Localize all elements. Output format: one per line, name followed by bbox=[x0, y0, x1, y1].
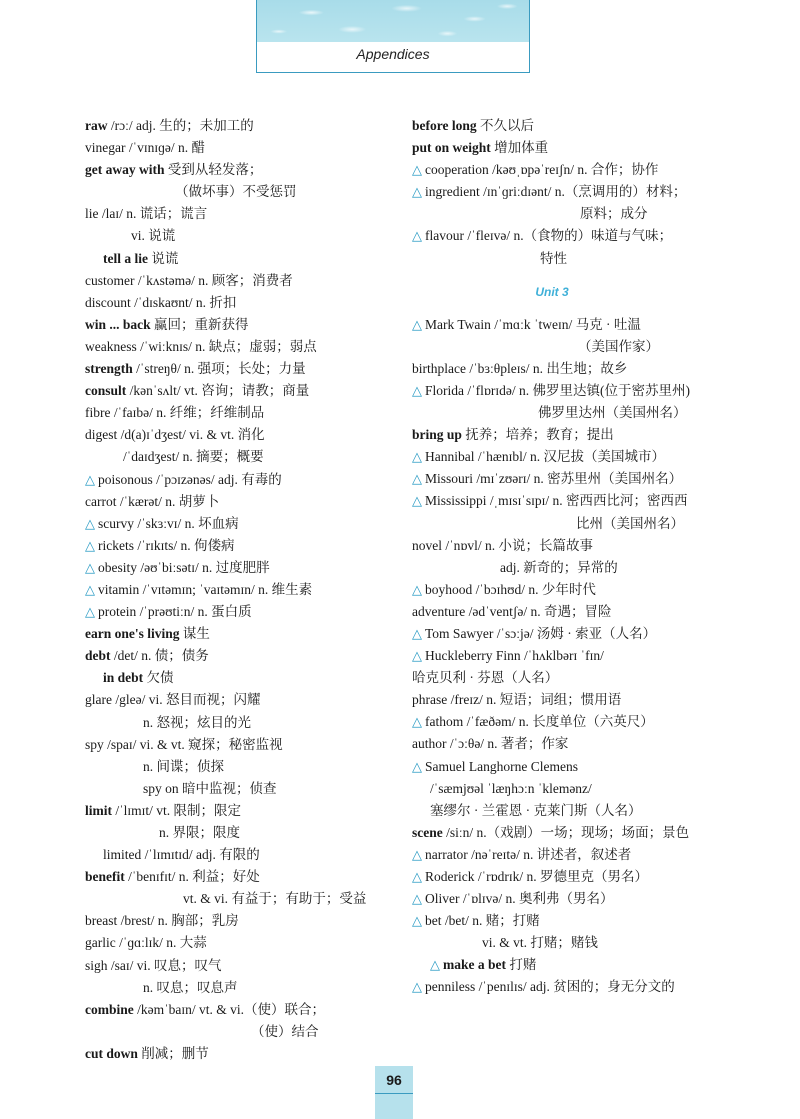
vocab-line bbox=[412, 976, 732, 998]
vocab-definition: obesity /əʊˈbiːsətɪ/ n. 过度肥胖 bbox=[98, 559, 270, 575]
vocab-line bbox=[85, 999, 405, 1021]
vocab-line bbox=[85, 712, 405, 734]
vocab-line bbox=[85, 336, 405, 358]
vocab-line bbox=[85, 778, 405, 800]
vocab-line bbox=[412, 866, 732, 888]
vocab-definition: boyhood /ˈbɔɪhʊd/ n. 少年时代 bbox=[425, 581, 596, 597]
vocab-definition: 打赌 bbox=[506, 957, 537, 973]
vocab-headword: tell a lie bbox=[103, 250, 148, 266]
vocab-definition: 赢回；重新获得 bbox=[150, 316, 249, 332]
vocab-line bbox=[412, 579, 732, 601]
triangle-icon: △ bbox=[412, 649, 422, 665]
vocab-line bbox=[85, 446, 405, 468]
vocab-line bbox=[85, 623, 405, 645]
vocab-line bbox=[412, 137, 732, 159]
vocab-line bbox=[85, 270, 405, 292]
vocab-line bbox=[412, 314, 732, 336]
vocab-line bbox=[85, 557, 405, 579]
page-number-box bbox=[375, 1066, 413, 1119]
page-number: 96 bbox=[386, 1072, 402, 1088]
triangle-icon: △ bbox=[412, 582, 422, 598]
vocab-line bbox=[412, 910, 732, 932]
vocab-line bbox=[85, 866, 405, 888]
vocab-line bbox=[412, 778, 732, 800]
vocab-definition: 不久以后 bbox=[476, 118, 534, 133]
vocab-headword: limit bbox=[85, 802, 112, 818]
vocab-definition: Mississippi /ˌmɪsɪˈsɪpɪ/ n. 密西西比河；密西西 bbox=[425, 493, 688, 509]
triangle-icon: △ bbox=[412, 847, 422, 863]
vocab-headword: get away with bbox=[85, 162, 165, 178]
triangle-icon: △ bbox=[412, 383, 422, 399]
vocab-line bbox=[412, 689, 732, 711]
vocab-line bbox=[412, 800, 732, 822]
vocab-line bbox=[412, 844, 732, 866]
vocab-definition: protein /ˈprəʊtiːn/ n. 蛋白质 bbox=[98, 604, 252, 620]
vocab-headword: cut down bbox=[85, 1045, 138, 1061]
vocab-line bbox=[85, 844, 405, 866]
vocab-line bbox=[412, 623, 732, 645]
vocab-definition: 欠债 bbox=[143, 670, 174, 686]
vocab-definition: narrator /nəˈreɪtə/ n. 讲述者，叙述者 bbox=[425, 846, 632, 862]
vocab-headword: strength bbox=[85, 361, 133, 377]
vocab-definition: /ˈdaɪdʒest/ n. 摘要；概要 bbox=[123, 449, 264, 465]
vocab-line bbox=[412, 932, 732, 954]
vocab-definition: 哈克贝利 · 芬恩（人名） bbox=[412, 670, 559, 686]
vocab-definition: glare /gleə/ vi. 怒目而视；闪耀 bbox=[85, 692, 261, 708]
vocab-headword: in debt bbox=[103, 670, 144, 686]
header-band bbox=[256, 0, 530, 73]
vocab-definition: sigh /saɪ/ vi. 叹息；叹气 bbox=[85, 957, 222, 973]
vocab-headword: scene bbox=[412, 824, 443, 840]
vocab-definition: scurvy /ˈskɜːvɪ/ n. 坏血病 bbox=[98, 515, 239, 531]
vocab-definition: adventure /ədˈventʃə/ n. 奇遇；冒险 bbox=[412, 603, 612, 619]
vocab-definition: customer /ˈkʌstəmə/ n. 顾客；消费者 bbox=[85, 272, 293, 288]
vocab-line bbox=[85, 115, 405, 137]
triangle-icon: △ bbox=[412, 317, 422, 333]
vocab-definition: novel /ˈnɒvl/ n. 小说；长篇故事 bbox=[412, 537, 594, 553]
vocab-definition: weakness /ˈwiːknɪs/ n. 缺点；虚弱；弱点 bbox=[85, 338, 317, 354]
vocab-line bbox=[412, 402, 732, 424]
vocab-line bbox=[412, 225, 732, 247]
section-title: Appendices bbox=[356, 46, 430, 62]
vocab-line bbox=[412, 358, 732, 380]
header-texture bbox=[257, 0, 529, 42]
vocab-definition: 特性 bbox=[540, 250, 567, 266]
vocab-line bbox=[412, 822, 732, 844]
vocab-definition: （美国作家） bbox=[578, 338, 659, 354]
vocab-line bbox=[412, 513, 732, 535]
vocab-definition: 削减；删节 bbox=[137, 1045, 209, 1061]
vocab-definition: /ˈbenɪfɪt/ n. 利益；好处 bbox=[124, 869, 260, 885]
triangle-icon: △ bbox=[412, 914, 422, 930]
vocab-definition: limited /ˈlɪmɪtɪd/ adj. 有限的 bbox=[103, 847, 260, 863]
vocab-definition: 塞缪尔 · 兰霍恩 · 克莱门斯（人名） bbox=[430, 802, 642, 818]
vocab-definition: vitamin /ˈvɪtəmɪn; ˈvaɪtəmɪn/ n. 维生素 bbox=[98, 581, 313, 597]
vocab-definition: vi. 说谎 bbox=[131, 228, 176, 244]
vocab-headword: put on weight bbox=[412, 140, 491, 156]
vocab-line bbox=[85, 822, 405, 844]
vocab-line bbox=[85, 667, 405, 689]
triangle-icon: △ bbox=[412, 163, 422, 179]
vocab-headword: benefit bbox=[85, 869, 125, 885]
vocab-definition: Mark Twain /ˈmɑːk ˈtweɪn/ 马克 · 吐温 bbox=[425, 316, 641, 332]
vocab-definition: flavour /ˈfleɪvə/ n.（食物的）味道与气味； bbox=[425, 228, 673, 244]
vocab-headword: win ... back bbox=[85, 316, 151, 332]
vocab-line bbox=[85, 513, 405, 535]
vocab-line bbox=[412, 667, 732, 689]
vocab-definition: 佛罗里达州（美国州名） bbox=[538, 405, 687, 421]
triangle-icon: △ bbox=[412, 759, 422, 775]
vocab-line bbox=[85, 579, 405, 601]
vocab-line bbox=[412, 756, 732, 778]
vocab-definition: phrase /freɪz/ n. 短语；词组；惯用语 bbox=[412, 692, 622, 708]
vocab-definition: Samuel Langhorne Clemens bbox=[425, 758, 578, 774]
triangle-icon: △ bbox=[85, 605, 95, 621]
triangle-icon: △ bbox=[430, 958, 440, 974]
vocab-definition: Missouri /mɪˈzʊərɪ/ n. 密苏里州（美国州名） bbox=[425, 471, 683, 487]
vocab-definition: Oliver /ˈɒlɪvə/ n. 奥利弗（男名） bbox=[425, 891, 614, 907]
vocab-line bbox=[412, 336, 732, 358]
left-column bbox=[85, 115, 405, 1065]
page-number-rule bbox=[375, 1093, 413, 1094]
vocab-line bbox=[85, 314, 405, 336]
triangle-icon: △ bbox=[412, 870, 422, 885]
vocab-line bbox=[412, 490, 732, 512]
triangle-icon: △ bbox=[412, 472, 422, 488]
vocab-line bbox=[412, 159, 732, 181]
vocab-line bbox=[412, 380, 732, 402]
vocab-headword: earn one's living bbox=[85, 626, 180, 642]
vocab-headword: make a bet bbox=[443, 957, 506, 973]
triangle-icon: △ bbox=[412, 715, 422, 731]
vocab-definition: n. 界限；限度 bbox=[159, 825, 240, 840]
vocab-line bbox=[85, 977, 405, 999]
vocab-definition: poisonous /ˈpɔɪzənəs/ adj. 有毒的 bbox=[98, 471, 282, 487]
vocab-line bbox=[85, 910, 405, 932]
vocab-definition: Tom Sawyer /ˈsɔːjə/ 汤姆 · 索亚（人名） bbox=[425, 625, 657, 641]
vocab-line bbox=[85, 689, 405, 711]
vocab-definition: fathom /ˈfæðəm/ n. 长度单位（六英尺） bbox=[425, 714, 654, 730]
vocab-definition: n. 怒视；炫目的光 bbox=[143, 714, 251, 730]
vocab-line bbox=[85, 203, 405, 225]
vocab-definition: Hannibal /ˈhænɪbl/ n. 汉尼拔（美国城市） bbox=[425, 449, 665, 465]
vocab-definition: Roderick /ˈrɒdrɪk/ n. 罗德里克（男名） bbox=[425, 869, 649, 884]
vocab-line bbox=[85, 1043, 405, 1065]
vocab-headword: before long bbox=[412, 118, 477, 133]
triangle-icon: △ bbox=[85, 538, 95, 554]
unit-title: Unit 3 bbox=[535, 284, 569, 299]
vocab-line bbox=[85, 402, 405, 424]
vocab-line bbox=[412, 733, 732, 755]
vocab-line bbox=[85, 292, 405, 314]
vocab-line bbox=[412, 446, 732, 468]
vocab-definition: /kəmˈbaɪn/ vt. & vi.（使）联合； bbox=[133, 1001, 325, 1017]
vocab-definition: garlic /ˈɡɑːlɪk/ n. 大蒜 bbox=[85, 935, 207, 951]
vocab-line bbox=[412, 535, 732, 557]
vocab-line bbox=[412, 115, 732, 137]
vocab-definition: fibre /ˈfaɪbə/ n. 纤维；纤维制品 bbox=[85, 405, 265, 421]
vocab-line bbox=[412, 645, 732, 667]
triangle-icon: △ bbox=[412, 450, 422, 466]
vocab-line bbox=[85, 645, 405, 667]
vocab-definition: Florida /ˈflɒrɪdə/ n. 佛罗里达镇(位于密苏里州) bbox=[425, 382, 691, 398]
vocab-definition: （使）结合 bbox=[251, 1023, 319, 1039]
vocab-headword: combine bbox=[85, 1001, 134, 1017]
vocab-definition: 比州（美国州名） bbox=[576, 515, 684, 531]
vocab-line bbox=[85, 380, 405, 402]
vocab-headword: bring up bbox=[412, 427, 462, 443]
vocab-line bbox=[85, 756, 405, 778]
vocab-line bbox=[85, 955, 405, 977]
vocab-line bbox=[412, 248, 732, 270]
vocab-definition: 谋生 bbox=[179, 626, 210, 642]
triangle-icon: △ bbox=[412, 185, 422, 201]
vocab-definition: discount /ˈdɪskaʊnt/ n. 折扣 bbox=[85, 294, 237, 310]
vocab-line bbox=[85, 491, 405, 513]
vocab-definition: digest /d(a)ɪˈdʒest/ vi. & vt. 消化 bbox=[85, 427, 265, 443]
vocab-line bbox=[85, 1021, 405, 1043]
vocab-definition: n. 叹息；叹息声 bbox=[143, 979, 238, 995]
vocab-definition: /ˈlɪmɪt/ vt. 限制；限定 bbox=[112, 802, 242, 818]
vocab-line bbox=[85, 159, 405, 181]
triangle-icon: △ bbox=[412, 229, 422, 245]
vocab-line bbox=[412, 181, 732, 203]
vocab-definition: carrot /ˈkærət/ n. 胡萝卜 bbox=[85, 493, 220, 509]
vocab-definition: adj. 新奇的；异常的 bbox=[500, 559, 618, 575]
vocab-definition: 说谎 bbox=[147, 250, 179, 266]
vocab-line bbox=[85, 424, 405, 446]
vocab-definition: n. 间谍；侦探 bbox=[143, 758, 224, 774]
vocab-line bbox=[412, 888, 732, 910]
vocab-definition: bet /bet/ n. 赌；打赌 bbox=[425, 913, 540, 929]
vocab-definition: /kənˈsʌlt/ vt. 咨询；请教；商量 bbox=[126, 383, 310, 399]
vocab-line bbox=[85, 734, 405, 756]
vocab-line bbox=[85, 601, 405, 623]
triangle-icon: △ bbox=[85, 472, 95, 488]
vocab-line bbox=[85, 888, 405, 910]
vocab-line bbox=[412, 468, 732, 490]
vocab-definition: 抚养；培养；教育；提出 bbox=[461, 427, 614, 443]
vocab-line bbox=[85, 469, 405, 491]
triangle-icon: △ bbox=[412, 494, 422, 510]
vocab-line bbox=[85, 225, 405, 247]
vocab-definition: 增加体重 bbox=[490, 140, 549, 156]
vocab-line bbox=[412, 711, 732, 733]
vocab-definition: spy on 暗中监视；侦查 bbox=[143, 780, 277, 796]
vocab-definition: vinegar /ˈvɪnɪɡə/ n. 醋 bbox=[85, 140, 205, 156]
vocab-line bbox=[85, 800, 405, 822]
vocab-definition: /det/ n. 债；债务 bbox=[110, 648, 209, 664]
triangle-icon: △ bbox=[412, 892, 422, 908]
vocab-line bbox=[85, 181, 405, 203]
vocab-line bbox=[85, 248, 405, 270]
vocab-definition: cooperation /kəʊˌɒpəˈreɪʃn/ n. 合作；协作 bbox=[425, 162, 659, 178]
vocab-definition: author /ˈɔːθə/ n. 著者；作家 bbox=[412, 736, 569, 752]
vocab-definition: 受到从轻发落； bbox=[164, 162, 263, 178]
vocab-definition: birthplace /ˈbɜːθpleɪs/ n. 出生地；故乡 bbox=[412, 360, 628, 376]
vocab-definition: /siːn/ n.（戏剧）一场；现场；场面；景色 bbox=[442, 824, 690, 840]
vocab-line bbox=[412, 203, 732, 225]
vocab-line bbox=[412, 557, 732, 579]
triangle-icon: △ bbox=[412, 980, 422, 996]
vocab-line bbox=[412, 424, 732, 446]
vocab-headword: debt bbox=[85, 648, 111, 664]
vocab-line bbox=[85, 358, 405, 380]
triangle-icon: △ bbox=[85, 516, 95, 532]
vocab-definition: 原料；成分 bbox=[580, 206, 648, 222]
vocab-definition: lie /laɪ/ n. 谎话；谎言 bbox=[85, 206, 208, 222]
vocab-headword: raw bbox=[85, 118, 108, 133]
vocab-definition: /ˈsæmjʊəl ˈlæŋhɔːn ˈklemənz/ bbox=[430, 780, 592, 796]
vocab-definition: Huckleberry Finn /ˈhʌklbərɪ ˈfɪn/ bbox=[425, 648, 604, 664]
vocab-definition: ingredient /ɪnˈɡriːdɪənt/ n.（烹调用的）材料； bbox=[425, 184, 687, 200]
vocab-definition: vi. & vt. 打赌；赌钱 bbox=[482, 935, 598, 951]
vocab-line bbox=[412, 954, 732, 976]
vocab-headword: consult bbox=[85, 383, 127, 399]
vocab-line bbox=[412, 601, 732, 623]
vocab-line bbox=[85, 932, 405, 954]
vocab-definition: /rɔː/ adj. 生的；未加工的 bbox=[107, 118, 254, 133]
vocab-line bbox=[85, 535, 405, 557]
vocab-definition: rickets /ˈrɪkɪts/ n. 佝偻病 bbox=[98, 537, 235, 553]
vocab-line bbox=[85, 137, 405, 159]
right-column bbox=[412, 115, 732, 999]
triangle-icon: △ bbox=[85, 560, 95, 576]
vocab-definition: （做坏事）不受惩罚 bbox=[175, 184, 297, 200]
vocab-definition: spy /spaɪ/ vi. & vt. 窥探；秘密监视 bbox=[85, 736, 283, 752]
vocab-definition: vt. & vi. 有益于；有助于；受益 bbox=[183, 891, 367, 907]
vocab-definition: penniless /ˈpenɪlɪs/ adj. 贫困的；身无分文的 bbox=[425, 979, 675, 995]
triangle-icon: △ bbox=[85, 582, 95, 598]
vocab-definition: breast /brest/ n. 胸部；乳房 bbox=[85, 913, 239, 929]
vocab-definition: /ˈstreŋθ/ n. 强项；长处；力量 bbox=[132, 361, 306, 377]
triangle-icon: △ bbox=[412, 626, 422, 642]
